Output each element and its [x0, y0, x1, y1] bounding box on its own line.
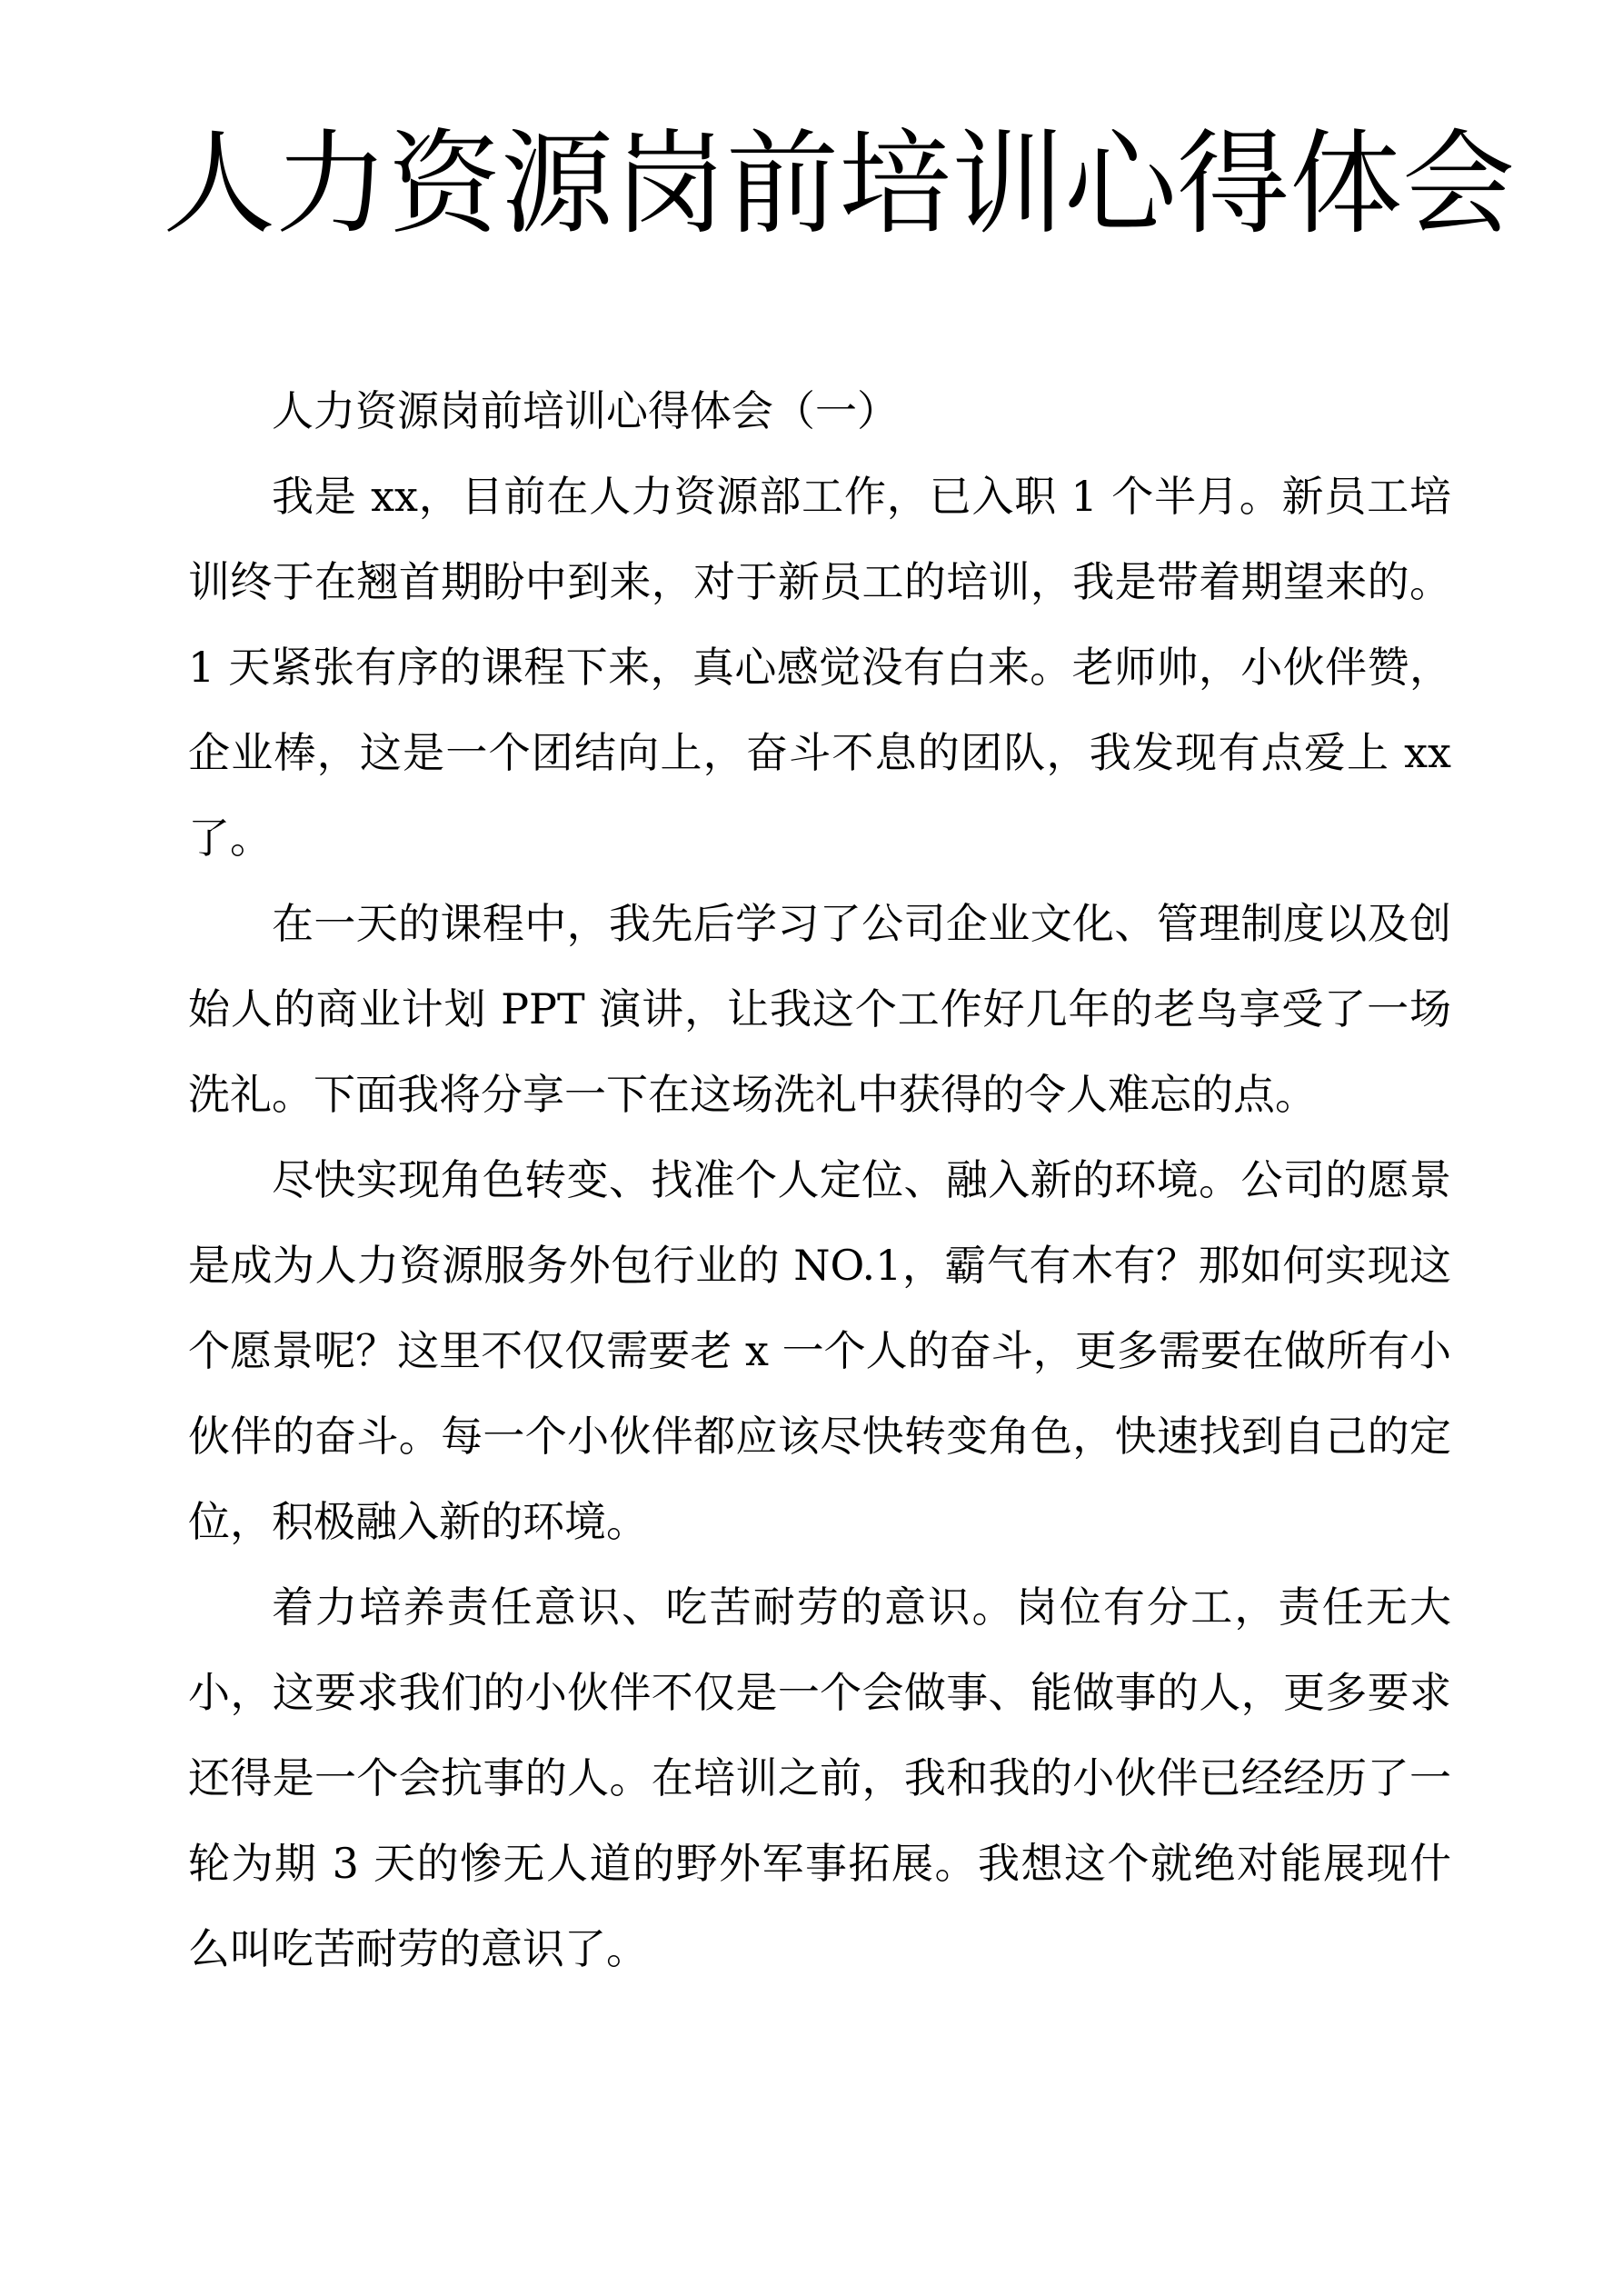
document-title: 人力资源岗前培训心得体会: [162, 119, 1515, 250]
paragraph-4: 着力培养责任意识、吃苦耐劳的意识。岗位有分工，责任无大小，这要求我们的小伙伴不仅是一个会做事、能做事的人，更多要求还得是一个会抗事的人。在培训之前，我和我的小伙伴已经经历了一轮为期 3 天的惨无人道的野外军事拓展。我想这个就绝对能展现什么叫吃苦耐劳的意识了。: [188, 1582, 1451, 1973]
section-heading: 人力资源岗前培训心得体会（一）: [272, 386, 899, 435]
paragraph-2: 在一天的课程中，我先后学习了公司企业文化、管理制度以及创始人的商业计划 PPT 演讲，让我这个工作好几年的老鸟享受了一场洗礼。下面我将分享一下在这场洗礼中获得的令人难忘的点。: [188, 899, 1451, 1119]
document-body: [188, 368, 1451, 1992]
paragraph-1: 我是 xx，目前在人力资源部工作，已入职 1 个半月。新员工培训终于在翘首期盼中到来，对于新员工的培训，我是带着期望来的。1 天紧张有序的课程下来，真心感觉没有白来。老师帅，小伙伴赞，企业棒，这是一个团结向上，奋斗不息的团队，我发现有点爱上 xx 了。: [188, 472, 1451, 863]
paragraph-3: 尽快实现角色转变、找准个人定位、融入新的环境。公司的愿景是成为人力资源服务外包行业的 NO.1，霸气有木有？那如何实现这个愿景呢？这里不仅仅需要老 x 一个人的奋斗，更多需要在做所有小伙伴的奋斗。每一个小伙伴都应该尽快转变角色，快速找到自己的定位，积极融入新的环境。: [188, 1155, 1451, 1546]
